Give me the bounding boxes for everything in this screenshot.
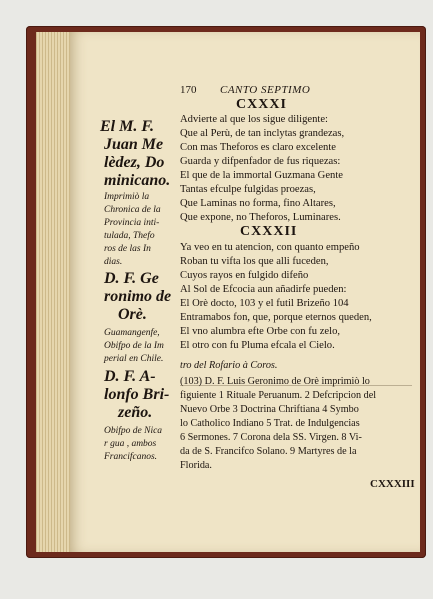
verse-line: Advierte al que los sigue diligente: — [180, 114, 328, 125]
margin-head: Juan Me — [104, 136, 164, 153]
verse-line: El que de la immortal Guzmana Gente — [180, 170, 343, 181]
margin-note: dias. — [104, 257, 123, 267]
notes-header: tro del Rofario à Coros. — [180, 360, 278, 371]
margin-note: Provincia inti- — [104, 218, 160, 228]
margin-head: lonfo Bri- — [104, 386, 170, 403]
margin-head: D. F. A- — [104, 368, 156, 385]
margin-head: ronimo de — [104, 288, 172, 305]
note-line: da de S. Francifco Solano. 9 Martyres de la — [180, 446, 357, 457]
margin-head: Orè. — [118, 306, 147, 323]
margin-note: Obifpo de Nica — [104, 426, 163, 436]
margin-note: r gua , ambos — [104, 439, 157, 449]
page-number: 170 — [180, 84, 197, 96]
margin-note: Guamangenfe, — [104, 328, 160, 338]
page-edges — [36, 32, 72, 552]
verse-line: Con mas Theforos es claro excelente — [180, 142, 337, 153]
note-line: figuiente 1 Rituale Peruanum. 2 Defcripcion del — [180, 390, 377, 401]
verse-line: Al Sol de Efcocia aun añadirfe pueden: — [180, 284, 347, 295]
margin-note: ros de las In — [104, 244, 151, 254]
margin-note: Obifpo de la Im — [104, 341, 164, 351]
note-line: 6 Sermones. 7 Corona dela SS. Virgen. 8 Vi- — [180, 432, 362, 443]
margin-note: perial en Chile. — [104, 354, 164, 364]
margin-note: Chronica de la — [104, 205, 161, 215]
note-line: Florida. — [180, 460, 212, 471]
section-numeral-1: CXXXI — [236, 97, 287, 112]
verse-line: Guarda y difpenfador de fus riquezas: — [180, 156, 341, 167]
verse-line: El Orè docto, 103 y el futil Brizeño 104 — [180, 298, 349, 309]
verse-line: Entramabos fon, que, porque eternos queden, — [180, 312, 372, 323]
margin-note: Imprimiò la — [104, 192, 150, 202]
margin-head: El M. F. — [100, 118, 154, 135]
verse-line: Roban tu vifta los que alli fuceden, — [180, 256, 329, 267]
margin-head: lèdez, Do — [104, 154, 165, 171]
margin-note: tulada, Thefo — [104, 231, 155, 241]
verse-line: Que al Perù, de tan inclytas grandezas, — [180, 128, 345, 139]
margin-head: minicano. — [104, 172, 171, 189]
note-line: (103) D. F. Luis Geronimo de Orè imprimiò lo — [180, 376, 370, 387]
margin-note: Francifcanos. — [104, 452, 158, 462]
note-line: lo Catholico Indiano 5 Trat. de Indulgencias — [180, 418, 360, 429]
verse-line: Ya veo en tu atencion, con quanto empeño — [180, 242, 360, 253]
verse-line: El vno alumbra efte Orbe con fu zelo, — [180, 326, 341, 337]
verse-line: El otro con fu Pluma efcala el Cielo. — [180, 340, 335, 351]
catchword: CXXXIII — [370, 478, 415, 490]
verse-line: Cuyos rayos en fulgido difeño — [180, 270, 309, 281]
verse-line: Que Laminas no forma, fino Altares, — [180, 198, 336, 209]
note-line: Nuevo Orbe 3 Doctrina Chriftiana 4 Symbo — [180, 404, 359, 415]
margin-head: zeño. — [118, 404, 153, 421]
verse-line: Tantas efculpe fulgidas proezas, — [180, 184, 316, 195]
margin-head: D. F. Ge — [104, 270, 159, 287]
section-numeral-2: CXXXII — [240, 224, 298, 239]
running-title: CANTO SEPTIMO — [220, 84, 311, 96]
verse-line: Que expone, no Theforos, Luminares. — [180, 212, 341, 223]
